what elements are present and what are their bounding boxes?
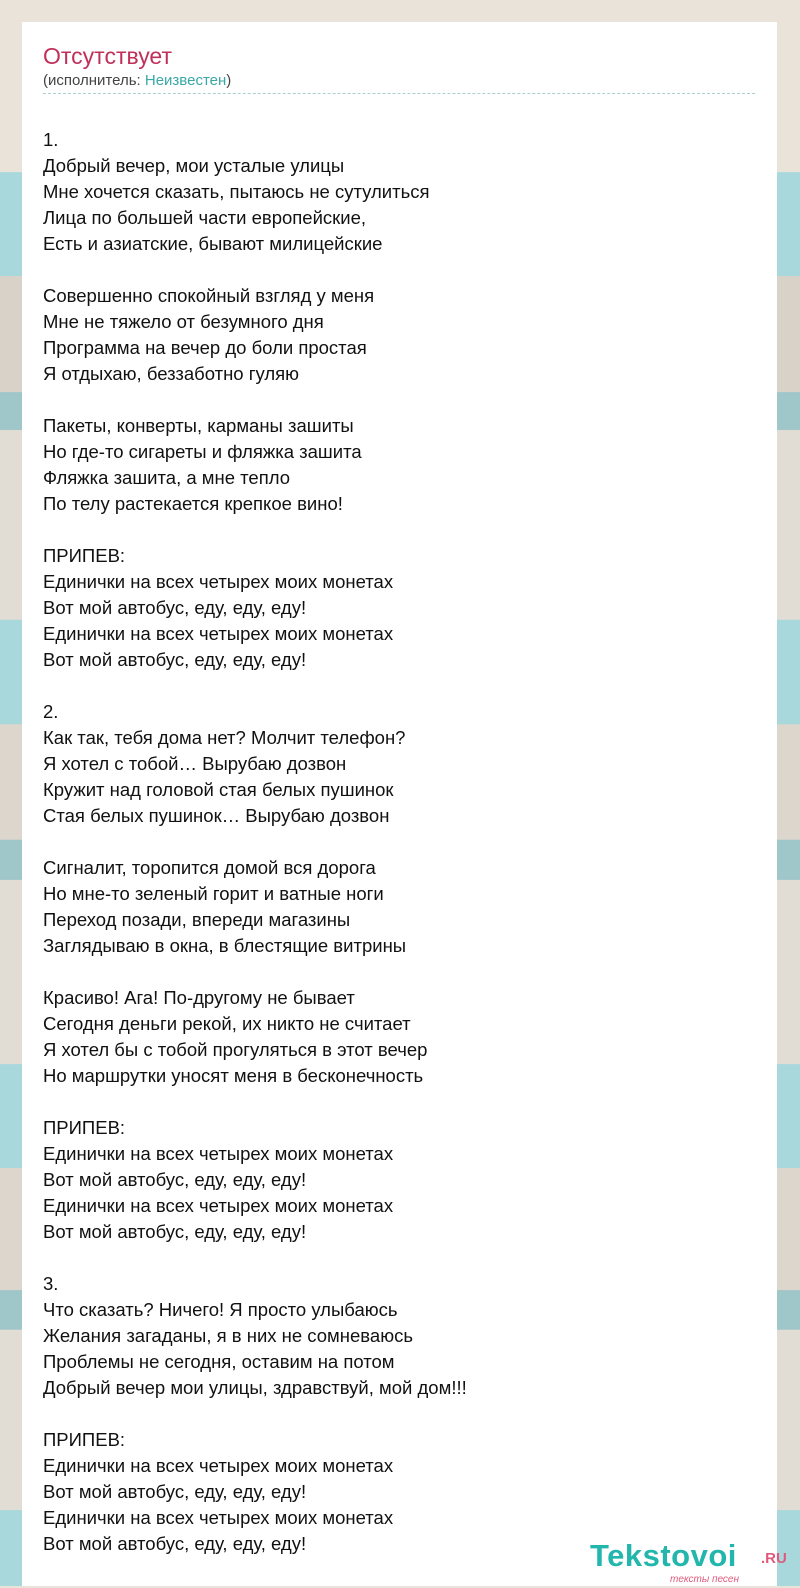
lyrics-line: По телу растекается крепкое вино! xyxy=(43,493,343,514)
lyrics-line: Вот мой автобус, еду, еду, еду! xyxy=(43,1481,307,1502)
lyrics-line: Совершенно спокойный взгляд у меня xyxy=(43,285,375,306)
lyrics-line: Мне не тяжело от безумного дня xyxy=(43,311,324,332)
lyrics-line: Единички на всех четырех моих монетах xyxy=(43,1195,394,1216)
site-logo[interactable] xyxy=(590,1538,800,1588)
lyrics-blank-line xyxy=(43,387,467,413)
lyrics-line: ПРИПЕВ: xyxy=(43,1429,126,1450)
lyrics-line: Проблемы не сегодня, оставим на потом xyxy=(43,1351,395,1372)
lyrics-blank-line xyxy=(43,959,467,985)
lyrics-line: Заглядываю в окна, в блестящие витрины xyxy=(43,935,407,956)
lyrics-line: Я хотел с тобой… Вырубаю дозвон xyxy=(43,753,347,774)
lyrics-line: Единички на всех четырех моих монетах xyxy=(43,623,394,644)
lyrics-line: Я отдыхаю, беззаботно гуляю xyxy=(43,363,300,384)
lyrics-blank-line xyxy=(43,257,467,283)
performer-close: ) xyxy=(226,72,232,89)
lyrics-line: Единички на всех четырех моих монетах xyxy=(43,1143,394,1164)
lyrics-line: Стая белых пушинок… Вырубаю дозвон xyxy=(43,805,390,826)
lyrics-line: ПРИПЕВ: xyxy=(43,545,126,566)
lyrics-line: Переход позади, впереди магазины xyxy=(43,909,351,930)
lyrics-line: Лица по большей части европейские, xyxy=(43,207,367,228)
lyrics-line: Единички на всех четырех моих монетах xyxy=(43,1455,394,1476)
lyrics-line: Пакеты, конверты, карманы зашиты xyxy=(43,415,354,436)
lyrics-line: 2. xyxy=(43,701,59,722)
lyrics-blank-line xyxy=(43,517,467,543)
performer-line xyxy=(43,72,231,90)
lyrics-line: Вот мой автобус, еду, еду, еду! xyxy=(43,1169,307,1190)
lyrics-line: Единички на всех четырех моих монетах xyxy=(43,1507,394,1528)
lyrics-blank-line xyxy=(43,1089,467,1115)
performer-label: (исполнитель: xyxy=(43,72,145,89)
performer-link[interactable]: Неизвестен xyxy=(144,72,227,89)
song-title: Отсутствует xyxy=(43,43,172,69)
lyrics-line: Кружит над головой стая белых пушинок xyxy=(43,779,394,800)
logo-tld: .RU xyxy=(761,1550,787,1567)
lyrics-line: ПРИПЕВ: xyxy=(43,1117,126,1138)
lyrics-line: Но маршрутки уносят меня в бесконечность xyxy=(43,1065,424,1086)
lyrics-line: Как так, тебя дома нет? Молчит телефон? xyxy=(43,727,406,748)
lyrics-line: Вот мой автобус, еду, еду, еду! xyxy=(43,1221,307,1242)
lyrics-line: 1. xyxy=(43,129,59,150)
lyrics-text xyxy=(43,127,467,1557)
lyrics-blank-line xyxy=(43,829,467,855)
logo-brand: Tekstovoi xyxy=(590,1538,737,1573)
lyrics-line: Красиво! Ага! По-другому не бывает xyxy=(43,987,355,1008)
lyrics-line: Вот мой автобус, еду, еду, еду! xyxy=(43,649,307,670)
lyrics-line: 3. xyxy=(43,1273,59,1294)
lyrics-blank-line xyxy=(43,1245,467,1271)
title-divider xyxy=(43,93,755,94)
lyrics-line: Но где-то сигареты и фляжка зашита xyxy=(43,441,362,462)
lyrics-line: Что сказать? Ничего! Я просто улыбаюсь xyxy=(43,1299,398,1320)
lyrics-line: Добрый вечер, мои усталые улицы xyxy=(43,155,345,176)
lyrics-line: Но мне-то зеленый горит и ватные ноги xyxy=(43,883,384,904)
lyrics-card xyxy=(22,22,787,1586)
lyrics-line: Желания загаданы, я в них не сомневаюсь xyxy=(43,1325,413,1346)
lyrics-line: Сигналит, торопится домой вся дорога xyxy=(43,857,376,878)
lyrics-line: Мне хочется сказать, пытаюсь не сутулиться xyxy=(43,181,430,202)
lyrics-blank-line xyxy=(43,1401,467,1427)
lyrics-line: Есть и азиатские, бывают милицейские xyxy=(43,233,383,254)
lyrics-line: Единички на всех четырех моих монетах xyxy=(43,571,394,592)
lyrics-line: Я хотел бы с тобой прогуляться в этот вечер xyxy=(43,1039,428,1060)
lyrics-line: Вот мой автобус, еду, еду, еду! xyxy=(43,1533,307,1554)
lyrics-blank-line xyxy=(43,673,467,699)
lyrics-line: Программа на вечер до боли простая xyxy=(43,337,367,358)
lyrics-line: Сегодня деньги рекой, их никто не считает xyxy=(43,1013,411,1034)
logo-tagline: тексты песен xyxy=(670,1574,739,1585)
lyrics-line: Добрый вечер мои улицы, здравствуй, мой дом!!! xyxy=(43,1377,467,1398)
lyrics-line: Фляжка зашита, а мне тепло xyxy=(43,467,291,488)
lyrics-line: Вот мой автобус, еду, еду, еду! xyxy=(43,597,307,618)
